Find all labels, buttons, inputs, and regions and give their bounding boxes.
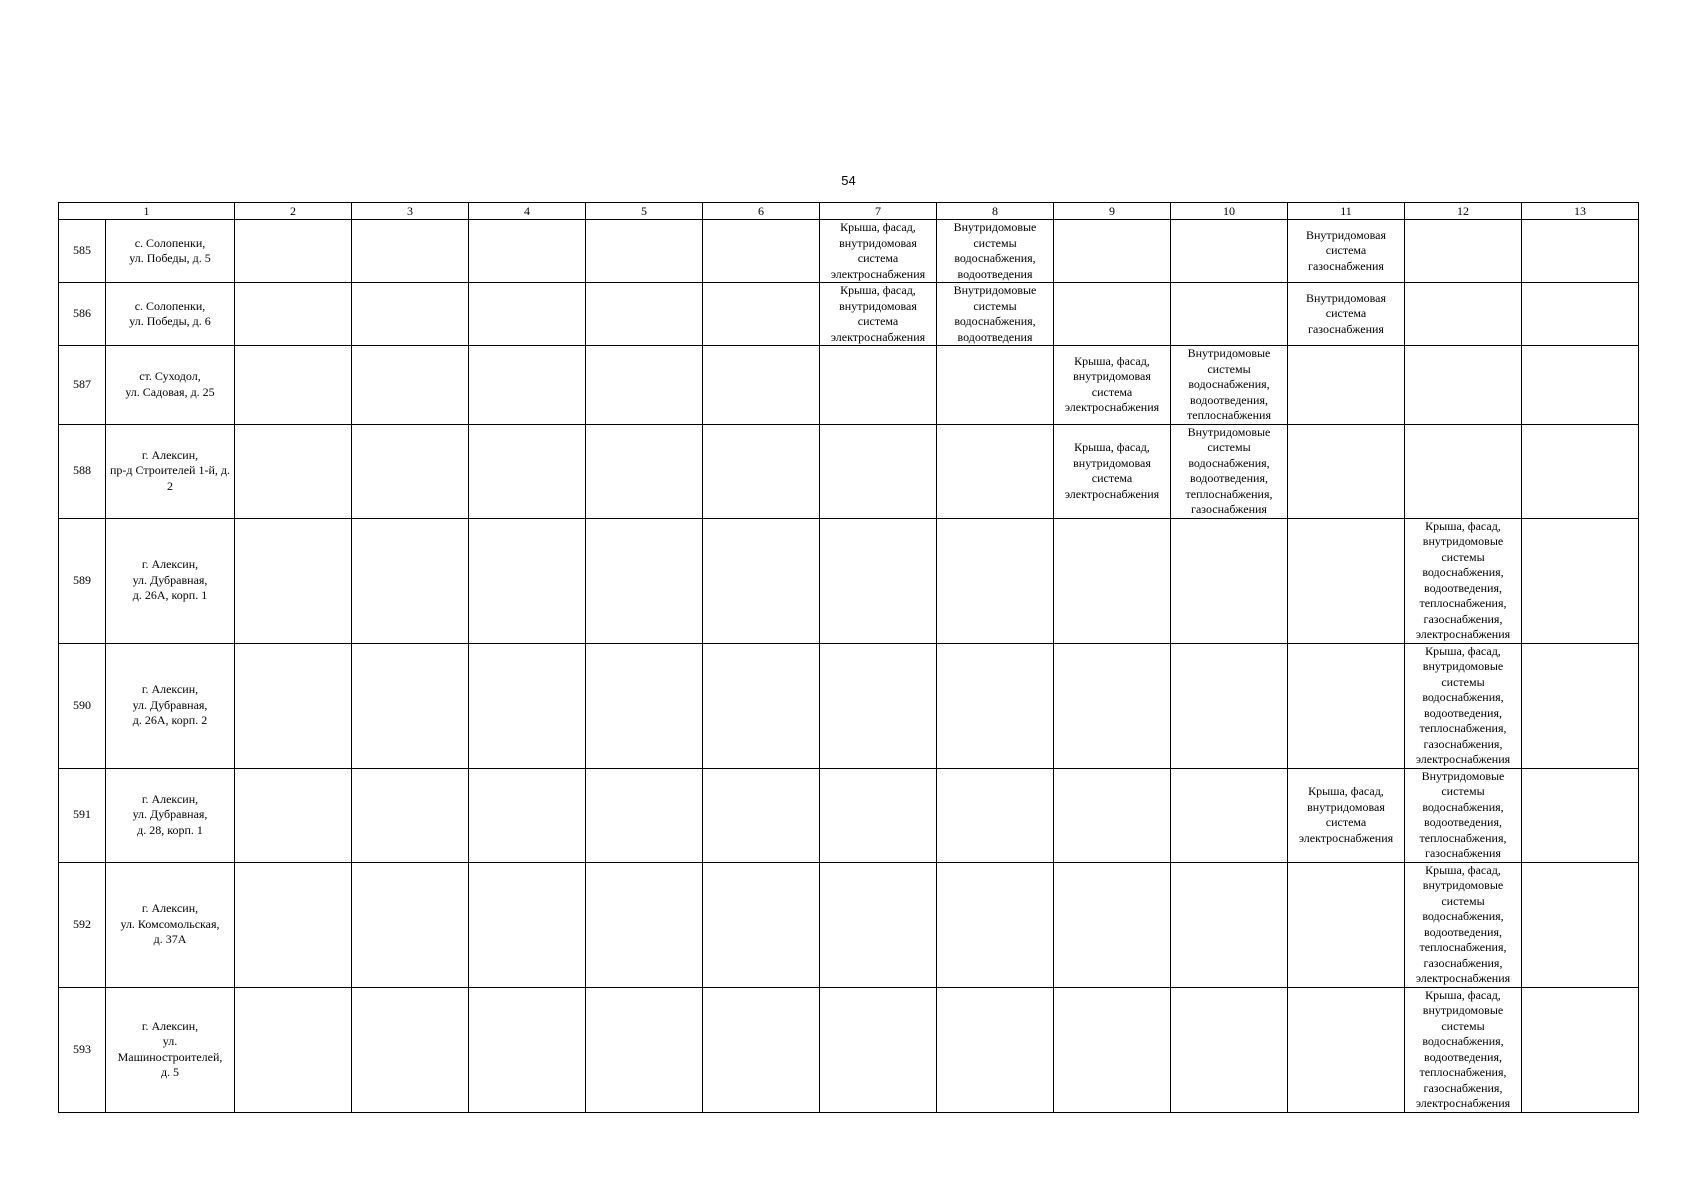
work-cell xyxy=(1054,987,1171,1112)
work-cell xyxy=(820,768,937,862)
work-cell: Крыша, фасад, внутридомовая система электроснабжения xyxy=(820,220,937,283)
work-cell xyxy=(1288,518,1405,643)
work-cell xyxy=(1288,862,1405,987)
address-cell: г. Алексин, ул. Дубравная, д. 26А, корп. 1 xyxy=(106,518,235,643)
work-cell xyxy=(352,283,469,346)
column-header: 6 xyxy=(703,203,820,220)
column-header: 1 xyxy=(59,203,235,220)
work-cell xyxy=(1522,987,1639,1112)
work-cell: Крыша, фасад, внутридомовые системы водоснабжения, водоотведения, теплоснабжения, газоснабжения, электроснабжения xyxy=(1405,643,1522,768)
row-number: 588 xyxy=(59,424,106,518)
work-cell xyxy=(235,283,352,346)
work-cell xyxy=(1171,768,1288,862)
work-cell xyxy=(352,220,469,283)
work-cell xyxy=(1171,862,1288,987)
work-cell xyxy=(1405,283,1522,346)
row-number: 585 xyxy=(59,220,106,283)
work-cell xyxy=(703,643,820,768)
table-body xyxy=(59,203,1639,1113)
work-cell xyxy=(1288,346,1405,425)
work-cell xyxy=(703,283,820,346)
work-cell xyxy=(1054,768,1171,862)
column-header: 7 xyxy=(820,203,937,220)
work-cell xyxy=(703,987,820,1112)
address-cell: с. Солопенки, ул. Победы, д. 5 xyxy=(106,220,235,283)
work-cell: Крыша, фасад, внутридомовая система электроснабжения xyxy=(1054,346,1171,425)
work-cell xyxy=(937,518,1054,643)
work-cell xyxy=(469,283,586,346)
work-cell xyxy=(1054,220,1171,283)
work-cell xyxy=(235,220,352,283)
work-cell xyxy=(235,643,352,768)
work-cell xyxy=(703,346,820,425)
work-cell: Крыша, фасад, внутридомовые системы водоснабжения, водоотведения, теплоснабжения, газоснабжения, электроснабжения xyxy=(1405,862,1522,987)
work-cell: Внутридомовая система газоснабжения xyxy=(1288,220,1405,283)
address-cell: г. Алексин, ул. Машиностроителей, д. 5 xyxy=(106,987,235,1112)
work-cell: Крыша, фасад, внутридомовые системы водоснабжения, водоотведения, теплоснабжения, газоснабжения, электроснабжения xyxy=(1405,518,1522,643)
column-header: 9 xyxy=(1054,203,1171,220)
table-row xyxy=(59,643,1639,768)
work-cell xyxy=(703,862,820,987)
work-cell xyxy=(235,518,352,643)
work-cell xyxy=(1171,643,1288,768)
work-cell xyxy=(586,283,703,346)
repair-schedule-table xyxy=(58,202,1639,1113)
row-number: 590 xyxy=(59,643,106,768)
column-header: 12 xyxy=(1405,203,1522,220)
work-cell xyxy=(937,346,1054,425)
work-cell xyxy=(820,518,937,643)
row-number: 593 xyxy=(59,987,106,1112)
work-cell: Крыша, фасад, внутридомовые системы водоснабжения, водоотведения, теплоснабжения, газоснабжения, электроснабжения xyxy=(1405,987,1522,1112)
work-cell xyxy=(1522,643,1639,768)
work-cell: Внутридомовые системы водоснабжения, водоотведения xyxy=(937,220,1054,283)
column-header: 10 xyxy=(1171,203,1288,220)
address-cell: ст. Суходол, ул. Садовая, д. 25 xyxy=(106,346,235,425)
work-cell xyxy=(1522,768,1639,862)
work-cell xyxy=(586,518,703,643)
work-cell xyxy=(586,346,703,425)
work-cell xyxy=(1054,643,1171,768)
work-cell xyxy=(469,518,586,643)
work-cell xyxy=(1405,346,1522,425)
work-cell xyxy=(1288,643,1405,768)
address-cell: с. Солопенки, ул. Победы, д. 6 xyxy=(106,283,235,346)
work-cell xyxy=(1054,283,1171,346)
work-cell xyxy=(703,220,820,283)
work-cell xyxy=(235,424,352,518)
work-cell xyxy=(352,346,469,425)
work-cell xyxy=(1522,283,1639,346)
work-cell xyxy=(1171,283,1288,346)
work-cell xyxy=(820,643,937,768)
work-cell xyxy=(352,518,469,643)
work-cell: Внутридомовые системы водоснабжения, водоотведения xyxy=(937,283,1054,346)
work-cell xyxy=(1171,987,1288,1112)
work-cell xyxy=(469,346,586,425)
table-row xyxy=(59,220,1639,283)
work-cell xyxy=(937,862,1054,987)
work-cell xyxy=(586,424,703,518)
address-cell: г. Алексин, ул. Дубравная, д. 28, корп. 1 xyxy=(106,768,235,862)
work-cell xyxy=(1405,220,1522,283)
work-cell xyxy=(1522,424,1639,518)
work-cell: Крыша, фасад, внутридомовая система электроснабжения xyxy=(820,283,937,346)
work-cell xyxy=(352,424,469,518)
row-number: 589 xyxy=(59,518,106,643)
table-row xyxy=(59,518,1639,643)
work-cell xyxy=(352,987,469,1112)
table-row xyxy=(59,987,1639,1112)
work-cell xyxy=(586,862,703,987)
work-cell xyxy=(937,643,1054,768)
address-cell: г. Алексин, ул. Комсомольская, д. 37А xyxy=(106,862,235,987)
work-cell xyxy=(586,220,703,283)
work-cell xyxy=(235,987,352,1112)
work-cell xyxy=(352,643,469,768)
page-number: 54 xyxy=(841,173,856,188)
work-cell xyxy=(703,424,820,518)
work-cell xyxy=(1171,518,1288,643)
work-cell xyxy=(469,862,586,987)
work-cell xyxy=(469,643,586,768)
work-cell xyxy=(703,768,820,862)
work-cell xyxy=(352,768,469,862)
work-cell xyxy=(586,643,703,768)
work-cell: Внутридомовая система газоснабжения xyxy=(1288,283,1405,346)
work-cell xyxy=(1522,518,1639,643)
address-cell: г. Алексин, ул. Дубравная, д. 26А, корп. 2 xyxy=(106,643,235,768)
table-row xyxy=(59,283,1639,346)
work-cell: Внутридомовые системы водоснабжения, водоотведения, теплоснабжения, газоснабжения xyxy=(1405,768,1522,862)
work-cell xyxy=(1522,862,1639,987)
work-cell xyxy=(469,220,586,283)
work-cell xyxy=(1171,220,1288,283)
column-header: 13 xyxy=(1522,203,1639,220)
work-cell xyxy=(469,987,586,1112)
column-header: 3 xyxy=(352,203,469,220)
work-cell xyxy=(1522,346,1639,425)
column-header: 2 xyxy=(235,203,352,220)
work-cell xyxy=(235,768,352,862)
column-header: 11 xyxy=(1288,203,1405,220)
work-cell xyxy=(469,424,586,518)
work-cell xyxy=(235,862,352,987)
work-cell xyxy=(1288,987,1405,1112)
work-cell xyxy=(820,424,937,518)
work-cell xyxy=(586,768,703,862)
work-cell xyxy=(352,862,469,987)
header-row xyxy=(59,203,1639,220)
work-cell xyxy=(937,987,1054,1112)
work-cell xyxy=(820,346,937,425)
column-header: 8 xyxy=(937,203,1054,220)
table-row xyxy=(59,862,1639,987)
row-number: 586 xyxy=(59,283,106,346)
work-cell xyxy=(703,518,820,643)
work-cell: Внутридомовые системы водоснабжения, водоотведения, теплоснабжения xyxy=(1171,346,1288,425)
column-header: 4 xyxy=(469,203,586,220)
work-cell xyxy=(1288,424,1405,518)
table-row xyxy=(59,768,1639,862)
work-cell: Крыша, фасад, внутридомовая система электроснабжения xyxy=(1288,768,1405,862)
work-cell xyxy=(469,768,586,862)
address-cell: г. Алексин, пр-д Строителей 1-й, д. 2 xyxy=(106,424,235,518)
table-row xyxy=(59,424,1639,518)
work-cell xyxy=(1405,424,1522,518)
work-cell xyxy=(937,424,1054,518)
row-number: 591 xyxy=(59,768,106,862)
work-cell xyxy=(820,862,937,987)
work-cell xyxy=(586,987,703,1112)
work-cell xyxy=(820,987,937,1112)
table-row xyxy=(59,346,1639,425)
row-number: 592 xyxy=(59,862,106,987)
work-cell: Крыша, фасад, внутридомовая система электроснабжения xyxy=(1054,424,1171,518)
work-cell xyxy=(1522,220,1639,283)
work-cell xyxy=(937,768,1054,862)
work-cell xyxy=(1054,518,1171,643)
row-number: 587 xyxy=(59,346,106,425)
work-cell: Внутридомовые системы водоснабжения, водоотведения, теплоснабжения, газоснабжения xyxy=(1171,424,1288,518)
work-cell xyxy=(1054,862,1171,987)
work-cell xyxy=(235,346,352,425)
column-header: 5 xyxy=(586,203,703,220)
